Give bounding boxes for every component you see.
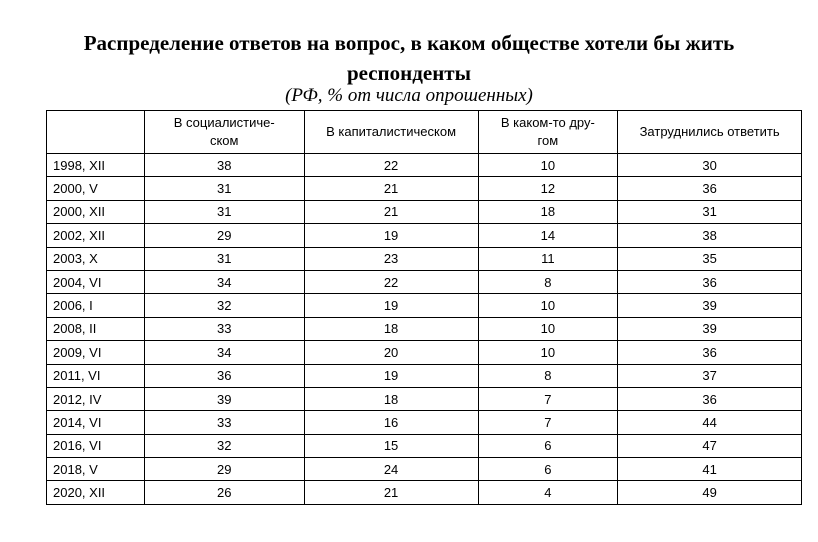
table-row — [47, 341, 802, 364]
value-cell-socialist: 32 — [144, 434, 304, 457]
row-period-cell: 2011, VI — [47, 364, 145, 387]
value-cell-capitalist: 19 — [304, 364, 478, 387]
value-cell-other: 8 — [478, 270, 618, 293]
document-title — [0, 28, 818, 88]
value-cell-capitalist: 24 — [304, 458, 478, 481]
row-period-cell: 2003, X — [47, 247, 145, 270]
table-row — [47, 481, 802, 504]
value-cell-socialist: 34 — [144, 341, 304, 364]
value-cell-undecided: 39 — [618, 317, 802, 340]
table-row — [47, 317, 802, 340]
row-period-cell: 2008, II — [47, 317, 145, 340]
value-cell-socialist: 38 — [144, 154, 304, 177]
value-cell-socialist: 36 — [144, 364, 304, 387]
value-cell-other: 8 — [478, 364, 618, 387]
title-line-2: респонденты — [346, 61, 472, 85]
table-row — [47, 294, 802, 317]
header-capitalist: В капиталистическом — [304, 111, 478, 154]
document-subtitle: (РФ, % от числа опрошенных) — [285, 85, 533, 106]
row-period-cell: 2000, XII — [47, 200, 145, 223]
value-cell-other: 7 — [478, 387, 618, 410]
value-cell-socialist: 31 — [144, 177, 304, 200]
value-cell-socialist: 34 — [144, 270, 304, 293]
value-cell-undecided: 36 — [618, 387, 802, 410]
header-undecided: Затруднились ответить — [618, 111, 802, 154]
table-row — [47, 247, 802, 270]
table-row — [47, 411, 802, 434]
table-row — [47, 270, 802, 293]
row-period-cell: 2016, VI — [47, 434, 145, 457]
value-cell-undecided: 35 — [618, 247, 802, 270]
value-cell-capitalist: 22 — [304, 270, 478, 293]
row-period-cell: 2014, VI — [47, 411, 145, 434]
value-cell-other: 14 — [478, 224, 618, 247]
value-cell-capitalist: 21 — [304, 177, 478, 200]
value-cell-capitalist: 22 — [304, 154, 478, 177]
value-cell-other: 7 — [478, 411, 618, 434]
table-row — [47, 434, 802, 457]
row-period-cell: 2020, XII — [47, 481, 145, 504]
value-cell-undecided: 47 — [618, 434, 802, 457]
value-cell-other: 6 — [478, 458, 618, 481]
table-row — [47, 224, 802, 247]
table-row — [47, 154, 802, 177]
table-header-row — [47, 111, 802, 154]
value-cell-undecided: 49 — [618, 481, 802, 504]
value-cell-capitalist: 19 — [304, 224, 478, 247]
value-cell-undecided: 31 — [618, 200, 802, 223]
value-cell-other: 6 — [478, 434, 618, 457]
value-cell-other: 11 — [478, 247, 618, 270]
value-cell-capitalist: 18 — [304, 387, 478, 410]
value-cell-other: 10 — [478, 341, 618, 364]
value-cell-capitalist: 18 — [304, 317, 478, 340]
value-cell-undecided: 41 — [618, 458, 802, 481]
row-period-cell: 1998, XII — [47, 154, 145, 177]
value-cell-socialist: 33 — [144, 317, 304, 340]
value-cell-other: 4 — [478, 481, 618, 504]
header-corner-cell — [47, 111, 145, 154]
row-period-cell: 2012, IV — [47, 387, 145, 410]
value-cell-socialist: 29 — [144, 224, 304, 247]
value-cell-socialist: 33 — [144, 411, 304, 434]
header-socialist: В социалистиче- ском — [144, 111, 304, 154]
value-cell-capitalist: 16 — [304, 411, 478, 434]
value-cell-other: 10 — [478, 294, 618, 317]
row-period-cell: 2009, VI — [47, 341, 145, 364]
table-row — [47, 364, 802, 387]
value-cell-capitalist: 20 — [304, 341, 478, 364]
value-cell-other: 12 — [478, 177, 618, 200]
table-row — [47, 458, 802, 481]
row-period-cell: 2004, VI — [47, 270, 145, 293]
value-cell-socialist: 32 — [144, 294, 304, 317]
value-cell-socialist: 26 — [144, 481, 304, 504]
value-cell-undecided: 44 — [618, 411, 802, 434]
value-cell-socialist: 31 — [144, 200, 304, 223]
value-cell-capitalist: 19 — [304, 294, 478, 317]
value-cell-undecided: 36 — [618, 177, 802, 200]
value-cell-capitalist: 21 — [304, 481, 478, 504]
title-line-1: Распределение ответов на вопрос, в каком обществе хотели бы жить — [83, 31, 735, 55]
value-cell-undecided: 36 — [618, 341, 802, 364]
value-cell-capitalist: 15 — [304, 434, 478, 457]
value-cell-undecided: 39 — [618, 294, 802, 317]
value-cell-undecided: 37 — [618, 364, 802, 387]
value-cell-undecided: 36 — [618, 270, 802, 293]
value-cell-other: 18 — [478, 200, 618, 223]
value-cell-capitalist: 23 — [304, 247, 478, 270]
value-cell-other: 10 — [478, 317, 618, 340]
row-period-cell: 2018, V — [47, 458, 145, 481]
table-row — [47, 200, 802, 223]
value-cell-socialist: 29 — [144, 458, 304, 481]
value-cell-undecided: 30 — [618, 154, 802, 177]
row-period-cell: 2000, V — [47, 177, 145, 200]
table-row — [47, 387, 802, 410]
table-row — [47, 177, 802, 200]
value-cell-socialist: 31 — [144, 247, 304, 270]
value-cell-socialist: 39 — [144, 387, 304, 410]
value-cell-other: 10 — [478, 154, 618, 177]
value-cell-capitalist: 21 — [304, 200, 478, 223]
table-body — [47, 154, 802, 505]
header-other: В каком-то дру- гом — [478, 111, 618, 154]
row-period-cell: 2002, XII — [47, 224, 145, 247]
survey-results-table — [46, 110, 802, 505]
value-cell-undecided: 38 — [618, 224, 802, 247]
row-period-cell: 2006, I — [47, 294, 145, 317]
